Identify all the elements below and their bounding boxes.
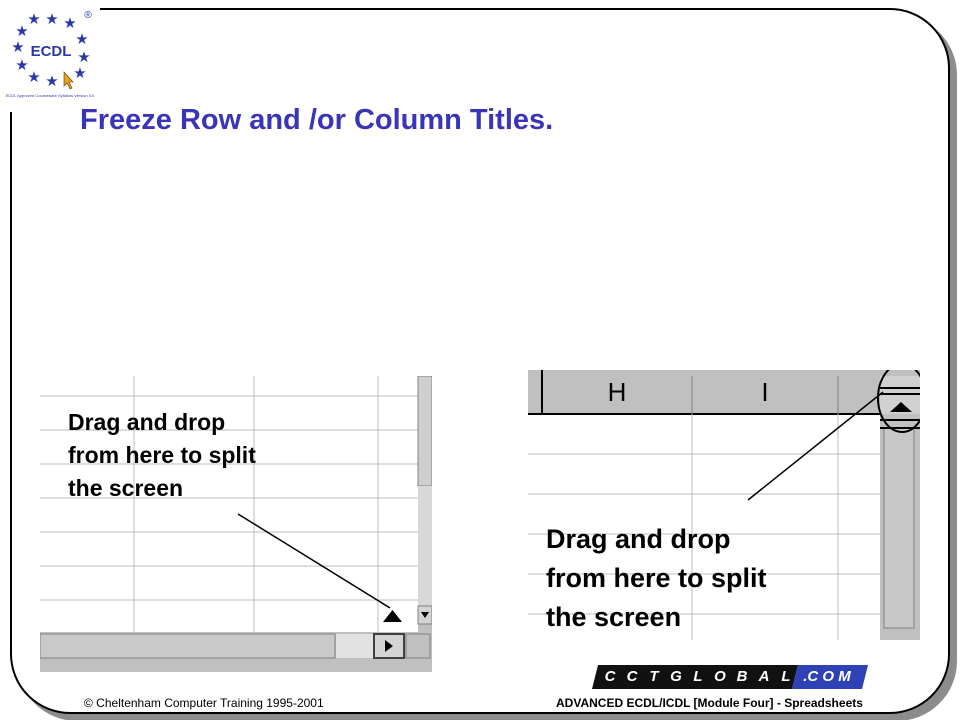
brand-letter: G — [670, 668, 682, 685]
brand-suffix: .C O M — [803, 668, 851, 685]
logo-star: ★ — [15, 22, 29, 40]
registered-mark: ® — [84, 10, 92, 21]
vertical-scroll-track[interactable] — [418, 486, 432, 606]
pointer-arrow-line — [238, 514, 390, 608]
column-header-h[interactable]: H — [607, 377, 627, 407]
cctglobal-brand — [592, 665, 868, 689]
ecdl-logo-graphic — [0, 0, 100, 112]
logo-star: ★ — [73, 64, 87, 82]
caption-line: Drag and drop — [546, 524, 731, 554]
logo-star: ★ — [27, 68, 41, 86]
instruction-caption-left — [68, 406, 256, 505]
logo-star: ★ — [63, 14, 77, 32]
logo-star: ★ — [27, 10, 41, 28]
brand-letter: L — [781, 668, 791, 685]
logo-star: ★ — [77, 48, 91, 66]
slide-title: Freeze Row and /or Column Titles. — [80, 104, 554, 136]
scroll-corner — [406, 634, 430, 658]
brand-letter: L — [693, 668, 703, 685]
vertical-scroll-thumb[interactable] — [884, 428, 914, 628]
column-header-i[interactable]: I — [761, 377, 769, 407]
caption-line: from here to split — [68, 442, 256, 468]
instruction-caption-right — [546, 520, 767, 637]
logo-star: ★ — [45, 72, 59, 90]
brand-letter: B — [736, 668, 748, 685]
footer-copyright: © Cheltenham Computer Training 1995-2001 — [84, 696, 324, 710]
logo-text: ECDL — [30, 43, 72, 60]
spreadsheet-screenshot-right — [528, 370, 920, 640]
brand-letter: C — [626, 668, 638, 685]
brand-letter: O — [714, 668, 726, 685]
logo-star: ★ — [75, 30, 89, 48]
split-box-triangle-icon[interactable] — [383, 610, 402, 622]
caption-line: the screen — [546, 602, 682, 632]
brand-letter: A — [758, 668, 770, 685]
logo-small-text: ECDL Approved Courseware Syllabus Version 3.0 — [5, 93, 95, 98]
logo-star: ★ — [11, 38, 25, 56]
caption-line: from here to split — [546, 563, 767, 593]
caption-line: the screen — [68, 475, 184, 501]
brand-letter: C — [604, 668, 616, 685]
footer-module: ADVANCED ECDL/ICDL [Module Four] - Spreadsheets — [556, 696, 863, 710]
logo-star: ★ — [15, 56, 29, 74]
cursor-icon — [64, 72, 73, 89]
vertical-scroll-thumb[interactable] — [418, 376, 432, 486]
brand-letter: T — [649, 668, 659, 685]
horizontal-scroll-thumb[interactable] — [40, 634, 335, 658]
caption-line: Drag and drop — [68, 409, 226, 435]
spreadsheet-screenshot-left — [40, 376, 432, 672]
horizontal-scroll-track[interactable] — [336, 634, 374, 658]
ecdl-logo — [0, 0, 100, 112]
logo-star: ★ — [45, 10, 59, 28]
